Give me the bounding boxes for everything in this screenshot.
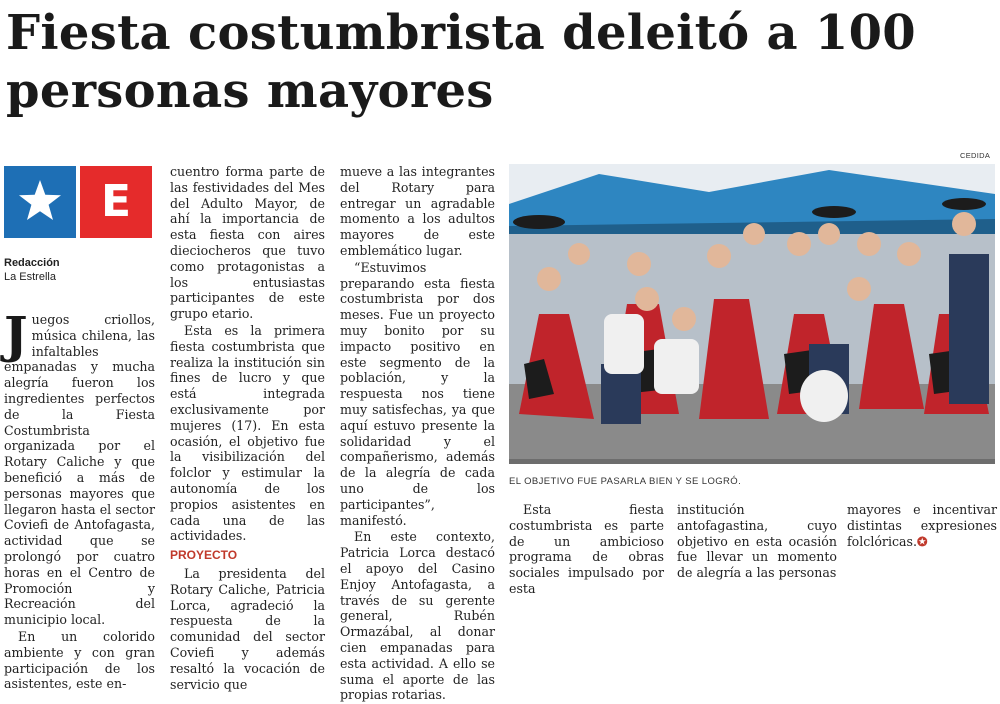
bottom-column-1: Esta fiesta costumbrista es parte de un ambicioso programa de obras sociales impulsado por esta [509,502,664,596]
paragraph-text: uegos criollos, música chilena, las infaltables empanadas y mucha alegría fueron los ingredientes perfectos de la Fiesta Costumbrista organizada por el Rotary Caliche y que benefició a más de personas mayores que llegaron hasta el sector Coviefi de Antofagasta, actividad que se prolongó por cuatro horas en el Centro de Promoción y Recreación del municipio local. [4,312,155,628]
drop-cap: J [4,305,28,364]
end-mark-icon: ✪ [917,533,928,549]
logo-red-block [80,166,152,238]
headline-line-1: Fiesta costumbrista deleitó a 100 [6,5,916,61]
paragraph: cuentro forma parte de las festividades del Mes del Adulto Mayor, de ahí la importancia de esta fiesta con aires dieciocheros que tuvo como protagonistas a los entusiastas participantes de este grupo etario. [170,164,325,322]
paragraph: mueve a las integrantes del Rotary para entregar un agradable momento a los adultos mayores de este emblemático lugar. [340,164,495,258]
headline [6,4,996,120]
paragraph: La presidenta del Rotary Caliche, Patricia Lorca, agradeció la respuesta de la comunidad del sector Coviefi y además resaltó la vocación de servicio que [170,565,325,692]
bottom-column-3-text: mayores e incentivar distintas expresiones folclóricas. [847,502,997,549]
article-column-1 [4,305,155,693]
article-column-3 [340,164,495,704]
paragraph: En este contexto, Patricia Lorca destacó el apoyo del Casino Enjoy Antofagasta, a través de su gerente general, Rubén Ormazábal, al donar cien empanadas para esta actividad. A ello se suma el aporte de las propias rotarias. [340,529,495,703]
photo-caption: EL OBJETIVO FUE PASARLA BIEN Y SE LOGRÓ. [509,476,742,487]
logo-blue-block [4,166,76,238]
paragraph: En un colorido ambiente y con gran participación de los asistentes, este en- [4,628,155,692]
byline-author: Redacción [4,257,60,269]
byline [4,256,60,284]
paragraph: Esta es la primera fiesta costumbrista que realiza la institución sin fines de lucro y que está integrada exclusivamente por mujeres (17). En esta ocasión, el objetivo fue la visibilización del folclor y estimular la autonomía de los propios asistentes en cada una de las actividades. [170,322,325,544]
paragraph: “Estuvimos preparando esta fiesta costumbrista por dos meses. Fue un proyecto muy bonito por su impacto positivo en este segmento de la población, y la respuesta nos tiene muy satisfechas, ya que aquí estuvo presente la solidaridad y el compañerismo, además de la alegría de cada uno de los participantes”, manifestó. [340,259,495,528]
paragraph [4,305,155,628]
bottom-column-3 [847,502,997,549]
logo-letter: E [100,176,132,227]
star-icon [4,166,76,238]
byline-outlet: La Estrella [4,271,56,283]
section-logo [4,166,152,238]
subheading: PROYECTO [170,548,238,563]
group-photo [509,164,995,464]
photo-credit: CEDIDA [960,151,991,160]
headline-line-2: personas mayores [6,63,494,119]
bottom-column-2: institución antofagastina, cuyo objetivo en esta ocasión fue llevar un momento de alegría a las personas [677,502,837,581]
article-column-2 [170,164,325,693]
